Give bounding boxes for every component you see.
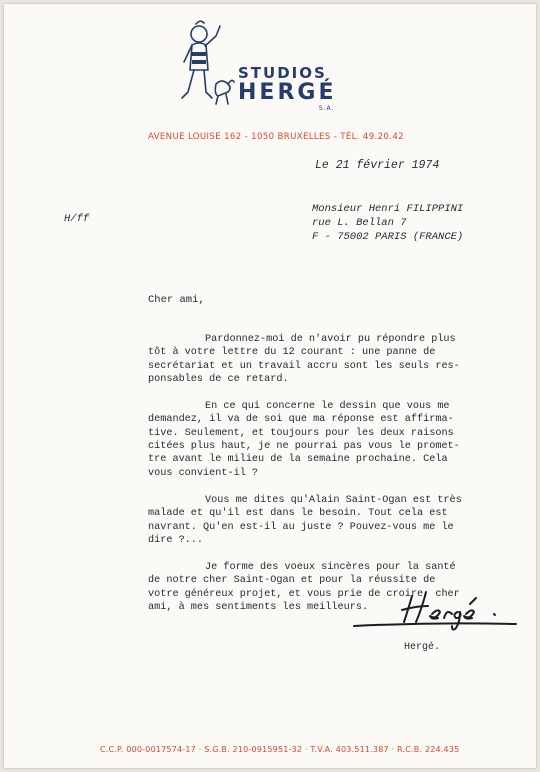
studios-herge-wordmark: [238, 66, 336, 112]
recipient-line: Monsieur Henri FILIPPINI: [312, 203, 464, 215]
tintin-snowy-logo-icon: [172, 18, 242, 118]
body-line: En ce qui concerne le dessin que vous me: [205, 401, 450, 413]
letter-page: [4, 4, 536, 768]
body-line: votre généreux projet, et vous prie de croire, cher: [148, 588, 460, 600]
body-line: de notre cher Saint-Ogan et pour la réussite de: [148, 575, 436, 587]
body-line: vous convient-il ?: [148, 467, 259, 479]
handwritten-signature: [348, 584, 518, 634]
brand-line-herge: HERGÉ: [238, 80, 337, 105]
letter-date: Le 21 février 1974: [315, 159, 440, 172]
brand-line-studios: STUDIOS: [238, 64, 327, 82]
body-line: Je forme des voeux sincères pour la santé: [205, 562, 456, 574]
letterhead-address: AVENUE LOUISE 162 - 1050 BRUXELLES - TÉL. 49.20.42: [148, 132, 404, 142]
body-line: dire ?...: [148, 534, 204, 546]
body-line: tôt à votre lettre du 12 courant : une panne de: [148, 347, 436, 359]
body-line: navrant. Qu'en est-il au juste ? Pouvez-vous me le: [148, 521, 454, 533]
body-line: demandez, il va de soi que ma réponse est affirma-: [148, 414, 454, 426]
body-line: ami, à mes sentiments les meilleurs.: [148, 602, 369, 614]
body-line: malade et qu'il est dans le besoin. Tout cela est: [148, 508, 448, 520]
body-line: Vous me dites qu'Alain Saint-Ogan est très: [205, 494, 462, 506]
signature-typed-name: Hergé.: [404, 642, 441, 653]
body-line: ponsables de ce retard.: [148, 373, 289, 385]
body-paragraph: [148, 400, 488, 480]
body-line: citées plus haut, je ne pourrai pas vous le promet-: [148, 441, 460, 453]
recipient-address: [312, 202, 463, 244]
letterhead-footer: C.C.P. 000-0017574-17 · S.G.B. 210-0915951-32 · T.V.A. 403.511.387 · R.C.B. 224.435: [100, 745, 460, 754]
body-line: tive. Seulement, et toujours pour les deux raisons: [148, 427, 454, 439]
body-paragraph: [148, 333, 488, 386]
brand-line-sa: S.A.: [318, 105, 335, 112]
body-line: Pardonnez-moi de n'avoir pu répondre plus: [205, 334, 456, 345]
body-line: secrétariat et un travail accru sont les seuls res-: [148, 360, 460, 372]
reference-initials: H/ff: [64, 213, 90, 225]
recipient-line: rue L. Bellan 7: [312, 217, 407, 229]
body-line: tre avant le milieu de la semaine prochaine. Cela: [148, 454, 448, 466]
recipient-line: F - 75002 PARIS (FRANCE): [312, 231, 464, 243]
body-paragraph: [148, 494, 488, 547]
salutation: Cher ami,: [148, 294, 205, 306]
